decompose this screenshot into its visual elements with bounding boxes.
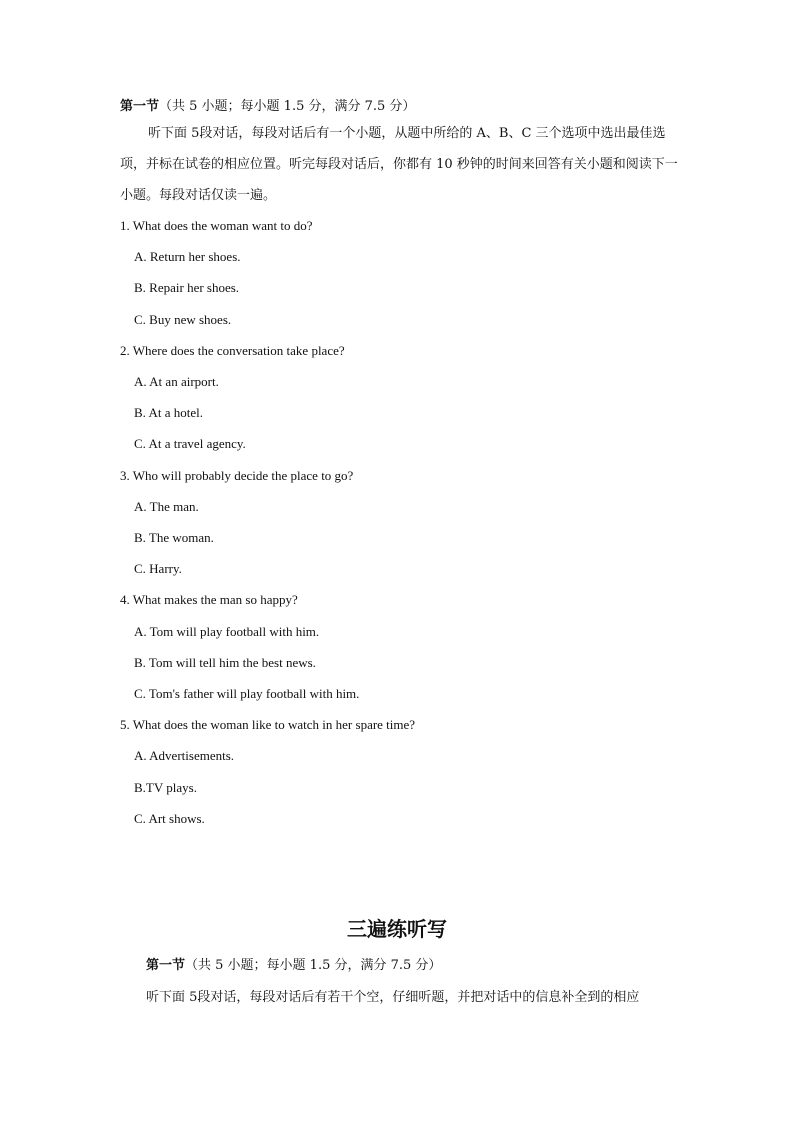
question-2-stem: 2. Where does the conversation take place? xyxy=(120,343,345,358)
question-3-option-b: B. The woman. xyxy=(134,530,214,545)
question-2-option-b: B. At a hotel. xyxy=(134,405,203,420)
question-4-stem: 4. What makes the man so happy? xyxy=(120,592,298,607)
question-5-option-b: B.TV plays. xyxy=(134,780,197,795)
question-4-option-c: C. Tom's father will play football with him. xyxy=(134,686,360,701)
section-heading-label: 第一节 xyxy=(120,99,160,114)
part2-section-heading-label: 第一节 xyxy=(146,958,186,973)
question-1-stem: 1. What does the woman want to do? xyxy=(120,218,313,233)
part2-instructions: 听下面 5段对话，每段对话后有若干个空，仔细听题，并把对话中的信息补全到的相应 xyxy=(146,990,640,1005)
question-5-option-a: A. Advertisements. xyxy=(134,748,235,763)
question-4-option-a: A. Tom will play football with him. xyxy=(134,624,320,639)
section-instructions: 听下面 5段对话，每段对话后有一个小题，从题中所给的 A、B、C 三个选项中选出最佳选项，并标在试卷的相应位置。听完每段对话后，你都有 10 秒钟的时间来回答有关小题和阅读下一小题。每段对话仅读一遍。 xyxy=(120,126,678,203)
question-3-stem: 3. Who will probably decide the place to go? xyxy=(120,468,354,483)
question-5-stem: 5. What does the woman like to watch in her spare time? xyxy=(120,717,416,732)
question-1-option-c: C. Buy new shoes. xyxy=(134,312,232,327)
section-heading xyxy=(120,97,415,117)
question-4-option-b: B. Tom will tell him the best news. xyxy=(134,655,316,670)
question-1-option-b: B. Repair her shoes. xyxy=(134,280,240,295)
section-heading-detail: （共 5 小题；每小题 1.5 分，满分 7.5 分） xyxy=(159,99,416,114)
question-5-option-c: C. Art shows. xyxy=(134,811,205,826)
part2-section-heading xyxy=(146,956,441,976)
question-3-option-c: C. Harry. xyxy=(134,561,182,576)
question-2-option-a: A. At an airport. xyxy=(134,374,219,389)
question-1-option-a: A. Return her shoes. xyxy=(134,249,241,264)
question-3-option-a: A. The man. xyxy=(134,499,199,514)
part-title: 三遍练听写 xyxy=(347,917,447,941)
question-2-option-c: C. At a travel agency. xyxy=(134,436,246,451)
part2-section-heading-detail: （共 5 小题；每小题 1.5 分，满分 7.5 分） xyxy=(185,958,442,973)
